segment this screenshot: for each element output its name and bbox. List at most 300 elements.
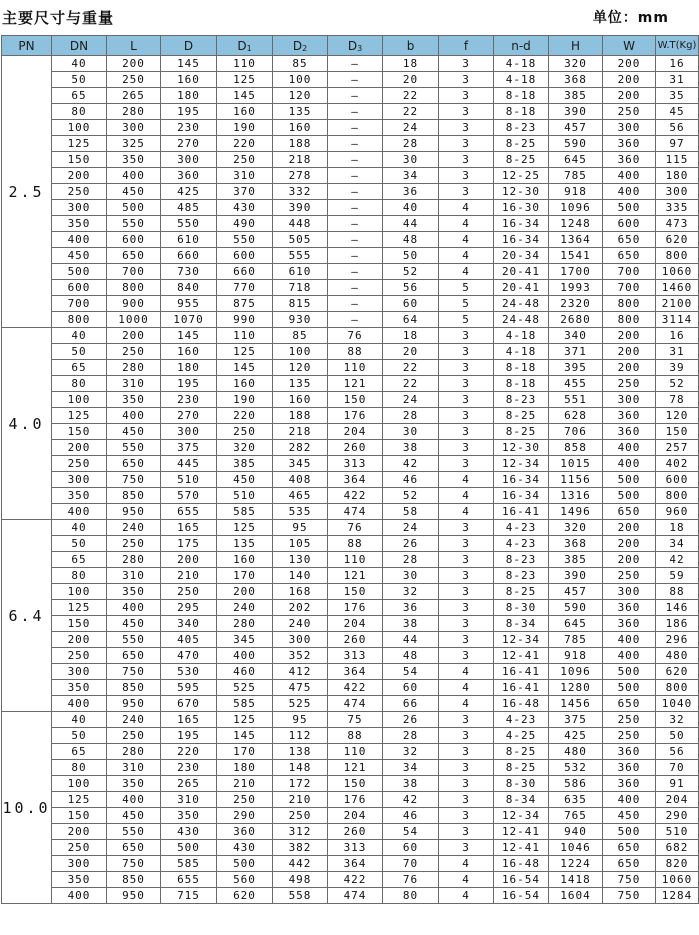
cell-b: 32	[383, 584, 439, 600]
cell-d3: –	[328, 248, 383, 264]
table-row	[2, 472, 699, 488]
header-b: b	[383, 36, 439, 56]
cell-w: 360	[603, 408, 656, 424]
cell-d1: 585	[217, 696, 273, 712]
cell-d: 145	[161, 328, 217, 344]
cell-dn: 50	[52, 536, 107, 552]
cell-d: 550	[161, 216, 217, 232]
cell-d: 340	[161, 616, 217, 632]
cell-h: 635	[549, 792, 603, 808]
table-row	[2, 440, 699, 456]
cell-b: 24	[383, 520, 439, 536]
cell-d1: 510	[217, 488, 273, 504]
cell-nd: 4-18	[494, 344, 549, 360]
cell-dn: 350	[52, 216, 107, 232]
header-l: L	[107, 36, 161, 56]
cell-w: 800	[603, 296, 656, 312]
table-row	[2, 184, 699, 200]
cell-d2: 172	[273, 776, 328, 792]
cell-h: 480	[549, 744, 603, 760]
cell-dn: 300	[52, 200, 107, 216]
cell-d1: 585	[217, 504, 273, 520]
cell-wt: 150	[656, 424, 699, 440]
cell-f: 4	[439, 856, 494, 872]
cell-f: 3	[439, 360, 494, 376]
cell-d1: 560	[217, 872, 273, 888]
cell-h: 1604	[549, 888, 603, 904]
cell-w: 200	[603, 88, 656, 104]
cell-d2: 278	[273, 168, 328, 184]
cell-f: 3	[439, 536, 494, 552]
cell-f: 3	[439, 328, 494, 344]
cell-w: 500	[603, 488, 656, 504]
cell-b: 64	[383, 312, 439, 328]
cell-w: 200	[603, 520, 656, 536]
cell-l: 240	[107, 712, 161, 728]
cell-nd: 12-30	[494, 440, 549, 456]
cell-wt: 31	[656, 344, 699, 360]
cell-d2: 112	[273, 728, 328, 744]
cell-b: 34	[383, 760, 439, 776]
cell-w: 400	[603, 632, 656, 648]
cell-wt: 335	[656, 200, 699, 216]
cell-d2: 282	[273, 440, 328, 456]
cell-f: 4	[439, 872, 494, 888]
cell-d1: 160	[217, 376, 273, 392]
cell-d: 1070	[161, 312, 217, 328]
cell-h: 532	[549, 760, 603, 776]
cell-nd: 16-54	[494, 888, 549, 904]
cell-d: 485	[161, 200, 217, 216]
cell-f: 4	[439, 664, 494, 680]
cell-l: 350	[107, 392, 161, 408]
header-dn: DN	[52, 36, 107, 56]
cell-d2: 412	[273, 664, 328, 680]
cell-f: 3	[439, 72, 494, 88]
cell-h: 1248	[549, 216, 603, 232]
cell-f: 5	[439, 312, 494, 328]
cell-l: 650	[107, 840, 161, 856]
header-d2: $D_2$	[273, 36, 328, 56]
cell-wt: 620	[656, 664, 699, 680]
cell-d2: 610	[273, 264, 328, 280]
cell-d3: 121	[328, 376, 383, 392]
cell-d: 250	[161, 584, 217, 600]
cell-d3: –	[328, 88, 383, 104]
cell-d1: 210	[217, 776, 273, 792]
cell-d2: 188	[273, 408, 328, 424]
table-row	[2, 344, 699, 360]
cell-w: 650	[603, 840, 656, 856]
cell-b: 28	[383, 552, 439, 568]
cell-d: 195	[161, 104, 217, 120]
table-row	[2, 296, 699, 312]
cell-f: 3	[439, 792, 494, 808]
cell-d1: 290	[217, 808, 273, 824]
cell-dn: 100	[52, 776, 107, 792]
cell-d: 270	[161, 136, 217, 152]
cell-d1: 460	[217, 664, 273, 680]
cell-nd: 8-34	[494, 792, 549, 808]
cell-d2: 448	[273, 216, 328, 232]
cell-d1: 345	[217, 632, 273, 648]
table-row	[2, 536, 699, 552]
cell-dn: 400	[52, 504, 107, 520]
cell-w: 360	[603, 744, 656, 760]
cell-dn: 200	[52, 632, 107, 648]
cell-d3: 88	[328, 344, 383, 360]
cell-d3: 422	[328, 872, 383, 888]
cell-h: 1418	[549, 872, 603, 888]
table-row	[2, 712, 699, 728]
cell-dn: 100	[52, 392, 107, 408]
cell-d1: 125	[217, 72, 273, 88]
table-row	[2, 872, 699, 888]
cell-h: 1280	[549, 680, 603, 696]
cell-d3: 76	[328, 328, 383, 344]
cell-dn: 80	[52, 104, 107, 120]
cell-w: 500	[603, 680, 656, 696]
cell-nd: 16-48	[494, 696, 549, 712]
cell-d2: 352	[273, 648, 328, 664]
cell-f: 3	[439, 520, 494, 536]
cell-l: 310	[107, 568, 161, 584]
cell-nd: 8-23	[494, 120, 549, 136]
cell-wt: 682	[656, 840, 699, 856]
cell-dn: 600	[52, 280, 107, 296]
cell-l: 250	[107, 728, 161, 744]
cell-d: 375	[161, 440, 217, 456]
cell-d3: –	[328, 296, 383, 312]
cell-h: 1700	[549, 264, 603, 280]
cell-h: 918	[549, 184, 603, 200]
cell-d3: –	[328, 104, 383, 120]
cell-dn: 125	[52, 600, 107, 616]
cell-d2: 202	[273, 600, 328, 616]
cell-d2: 382	[273, 840, 328, 856]
cell-d2: 558	[273, 888, 328, 904]
cell-b: 28	[383, 136, 439, 152]
table-row	[2, 120, 699, 136]
cell-l: 280	[107, 744, 161, 760]
cell-nd: 16-41	[494, 664, 549, 680]
cell-dn: 40	[52, 520, 107, 536]
cell-f: 3	[439, 616, 494, 632]
cell-b: 54	[383, 664, 439, 680]
cell-d1: 770	[217, 280, 273, 296]
cell-d: 195	[161, 728, 217, 744]
cell-d3: 75	[328, 712, 383, 728]
cell-wt: 56	[656, 120, 699, 136]
cell-w: 360	[603, 136, 656, 152]
cell-dn: 100	[52, 120, 107, 136]
cell-d: 300	[161, 424, 217, 440]
cell-l: 850	[107, 872, 161, 888]
cell-f: 4	[439, 264, 494, 280]
header-weight: W.T(Kg)	[656, 36, 699, 56]
cell-b: 38	[383, 776, 439, 792]
cell-d2: 160	[273, 120, 328, 136]
cell-wt: 146	[656, 600, 699, 616]
cell-d3: 110	[328, 744, 383, 760]
cell-nd: 8-18	[494, 376, 549, 392]
cell-l: 200	[107, 328, 161, 344]
cell-w: 360	[603, 424, 656, 440]
cell-w: 360	[603, 616, 656, 632]
cell-nd: 8-25	[494, 744, 549, 760]
cell-dn: 800	[52, 312, 107, 328]
cell-b: 30	[383, 568, 439, 584]
cell-nd: 16-34	[494, 216, 549, 232]
cell-d: 655	[161, 872, 217, 888]
cell-d3: 76	[328, 520, 383, 536]
table-row	[2, 216, 699, 232]
cell-d2: 95	[273, 520, 328, 536]
cell-dn: 65	[52, 88, 107, 104]
cell-h: 918	[549, 648, 603, 664]
cell-nd: 12-34	[494, 632, 549, 648]
cell-nd: 20-41	[494, 280, 549, 296]
cell-f: 4	[439, 232, 494, 248]
table-row	[2, 840, 699, 856]
cell-d2: 442	[273, 856, 328, 872]
cell-d: 840	[161, 280, 217, 296]
cell-d: 265	[161, 776, 217, 792]
header-d3: $D_3$	[328, 36, 383, 56]
pn-cell: 2.5	[2, 56, 52, 328]
cell-l: 400	[107, 168, 161, 184]
cell-d1: 360	[217, 824, 273, 840]
cell-wt: 820	[656, 856, 699, 872]
cell-h: 628	[549, 408, 603, 424]
cell-d3: 204	[328, 808, 383, 824]
cell-d3: 422	[328, 488, 383, 504]
cell-d: 230	[161, 392, 217, 408]
cell-d2: 505	[273, 232, 328, 248]
cell-dn: 250	[52, 648, 107, 664]
cell-d2: 525	[273, 696, 328, 712]
cell-l: 250	[107, 72, 161, 88]
cell-d2: 498	[273, 872, 328, 888]
table-row	[2, 392, 699, 408]
cell-f: 4	[439, 248, 494, 264]
cell-w: 650	[603, 232, 656, 248]
cell-d3: 313	[328, 456, 383, 472]
cell-d1: 320	[217, 440, 273, 456]
cell-d1: 400	[217, 648, 273, 664]
header-h: H	[549, 36, 603, 56]
cell-l: 750	[107, 664, 161, 680]
cell-d1: 620	[217, 888, 273, 904]
cell-wt: 290	[656, 808, 699, 824]
cell-nd: 16-54	[494, 872, 549, 888]
cell-d2: 408	[273, 472, 328, 488]
cell-d1: 180	[217, 760, 273, 776]
cell-dn: 50	[52, 72, 107, 88]
cell-d1: 200	[217, 584, 273, 600]
cell-nd: 4-23	[494, 520, 549, 536]
cell-d1: 385	[217, 456, 273, 472]
cell-l: 350	[107, 152, 161, 168]
table-row	[2, 104, 699, 120]
cell-d: 655	[161, 504, 217, 520]
cell-l: 700	[107, 264, 161, 280]
cell-f: 3	[439, 136, 494, 152]
cell-b: 80	[383, 888, 439, 904]
cell-l: 650	[107, 648, 161, 664]
cell-b: 60	[383, 296, 439, 312]
cell-d2: 135	[273, 104, 328, 120]
cell-h: 390	[549, 104, 603, 120]
cell-h: 2680	[549, 312, 603, 328]
cell-w: 500	[603, 472, 656, 488]
cell-dn: 80	[52, 760, 107, 776]
cell-b: 18	[383, 56, 439, 72]
cell-nd: 20-34	[494, 248, 549, 264]
table-row	[2, 760, 699, 776]
table-row	[2, 520, 699, 536]
cell-d: 230	[161, 120, 217, 136]
cell-b: 22	[383, 88, 439, 104]
cell-h: 1364	[549, 232, 603, 248]
cell-w: 750	[603, 872, 656, 888]
cell-dn: 300	[52, 664, 107, 680]
cell-nd: 4-25	[494, 728, 549, 744]
cell-dn: 350	[52, 680, 107, 696]
cell-nd: 4-18	[494, 56, 549, 72]
cell-d1: 170	[217, 744, 273, 760]
cell-d: 200	[161, 552, 217, 568]
cell-wt: 45	[656, 104, 699, 120]
cell-d: 160	[161, 344, 217, 360]
cell-h: 1156	[549, 472, 603, 488]
cell-wt: 88	[656, 584, 699, 600]
cell-d3: –	[328, 232, 383, 248]
cell-h: 385	[549, 552, 603, 568]
table-row	[2, 56, 699, 72]
cell-dn: 100	[52, 584, 107, 600]
cell-f: 3	[439, 632, 494, 648]
cell-w: 200	[603, 56, 656, 72]
cell-l: 280	[107, 552, 161, 568]
cell-dn: 40	[52, 328, 107, 344]
cell-b: 60	[383, 680, 439, 696]
cell-d2: 218	[273, 152, 328, 168]
cell-nd: 16-34	[494, 488, 549, 504]
cell-d2: 210	[273, 792, 328, 808]
cell-f: 3	[439, 760, 494, 776]
cell-w: 300	[603, 584, 656, 600]
cell-b: 50	[383, 248, 439, 264]
cell-d1: 660	[217, 264, 273, 280]
cell-nd: 20-41	[494, 264, 549, 280]
cell-wt: 42	[656, 552, 699, 568]
pn-cell: 10.0	[2, 712, 52, 904]
table-row	[2, 552, 699, 568]
cell-d2: 332	[273, 184, 328, 200]
cell-h: 858	[549, 440, 603, 456]
cell-nd: 8-23	[494, 392, 549, 408]
cell-dn: 150	[52, 808, 107, 824]
cell-w: 360	[603, 152, 656, 168]
cell-nd: 8-18	[494, 104, 549, 120]
cell-b: 36	[383, 600, 439, 616]
cell-h: 1224	[549, 856, 603, 872]
cell-f: 3	[439, 392, 494, 408]
cell-d3: 88	[328, 728, 383, 744]
cell-d: 180	[161, 88, 217, 104]
cell-f: 3	[439, 824, 494, 840]
cell-l: 900	[107, 296, 161, 312]
cell-nd: 8-18	[494, 88, 549, 104]
cell-d3: 364	[328, 472, 383, 488]
cell-nd: 8-30	[494, 776, 549, 792]
table-row	[2, 600, 699, 616]
cell-b: 46	[383, 472, 439, 488]
cell-dn: 250	[52, 840, 107, 856]
cell-d: 175	[161, 536, 217, 552]
cell-w: 200	[603, 536, 656, 552]
cell-l: 280	[107, 104, 161, 120]
cell-wt: 32	[656, 712, 699, 728]
table-row	[2, 232, 699, 248]
table-row	[2, 504, 699, 520]
cell-w: 200	[603, 344, 656, 360]
cell-l: 350	[107, 776, 161, 792]
cell-d: 310	[161, 792, 217, 808]
cell-d3: –	[328, 72, 383, 88]
cell-h: 1015	[549, 456, 603, 472]
header-f: f	[439, 36, 494, 56]
cell-l: 850	[107, 680, 161, 696]
cell-d: 730	[161, 264, 217, 280]
cell-b: 30	[383, 152, 439, 168]
cell-l: 750	[107, 472, 161, 488]
cell-d3: 150	[328, 392, 383, 408]
cell-d1: 240	[217, 600, 273, 616]
cell-d2: 85	[273, 56, 328, 72]
cell-d: 145	[161, 56, 217, 72]
cell-h: 2320	[549, 296, 603, 312]
cell-nd: 12-41	[494, 840, 549, 856]
cell-f: 4	[439, 200, 494, 216]
cell-d2: 120	[273, 360, 328, 376]
cell-w: 700	[603, 280, 656, 296]
table-row	[2, 456, 699, 472]
cell-wt: 800	[656, 488, 699, 504]
cell-h: 940	[549, 824, 603, 840]
cell-w: 250	[603, 728, 656, 744]
cell-w: 400	[603, 792, 656, 808]
cell-d1: 430	[217, 840, 273, 856]
pn-cell: 4.0	[2, 328, 52, 520]
cell-l: 250	[107, 536, 161, 552]
cell-h: 375	[549, 712, 603, 728]
cell-h: 1541	[549, 248, 603, 264]
cell-b: 28	[383, 728, 439, 744]
cell-w: 300	[603, 120, 656, 136]
cell-d1: 250	[217, 792, 273, 808]
cell-h: 368	[549, 72, 603, 88]
cell-f: 5	[439, 296, 494, 312]
table-row	[2, 776, 699, 792]
cell-w: 500	[603, 824, 656, 840]
cell-d1: 110	[217, 328, 273, 344]
cell-w: 450	[603, 808, 656, 824]
table-row	[2, 360, 699, 376]
cell-wt: 2100	[656, 296, 699, 312]
cell-dn: 40	[52, 712, 107, 728]
